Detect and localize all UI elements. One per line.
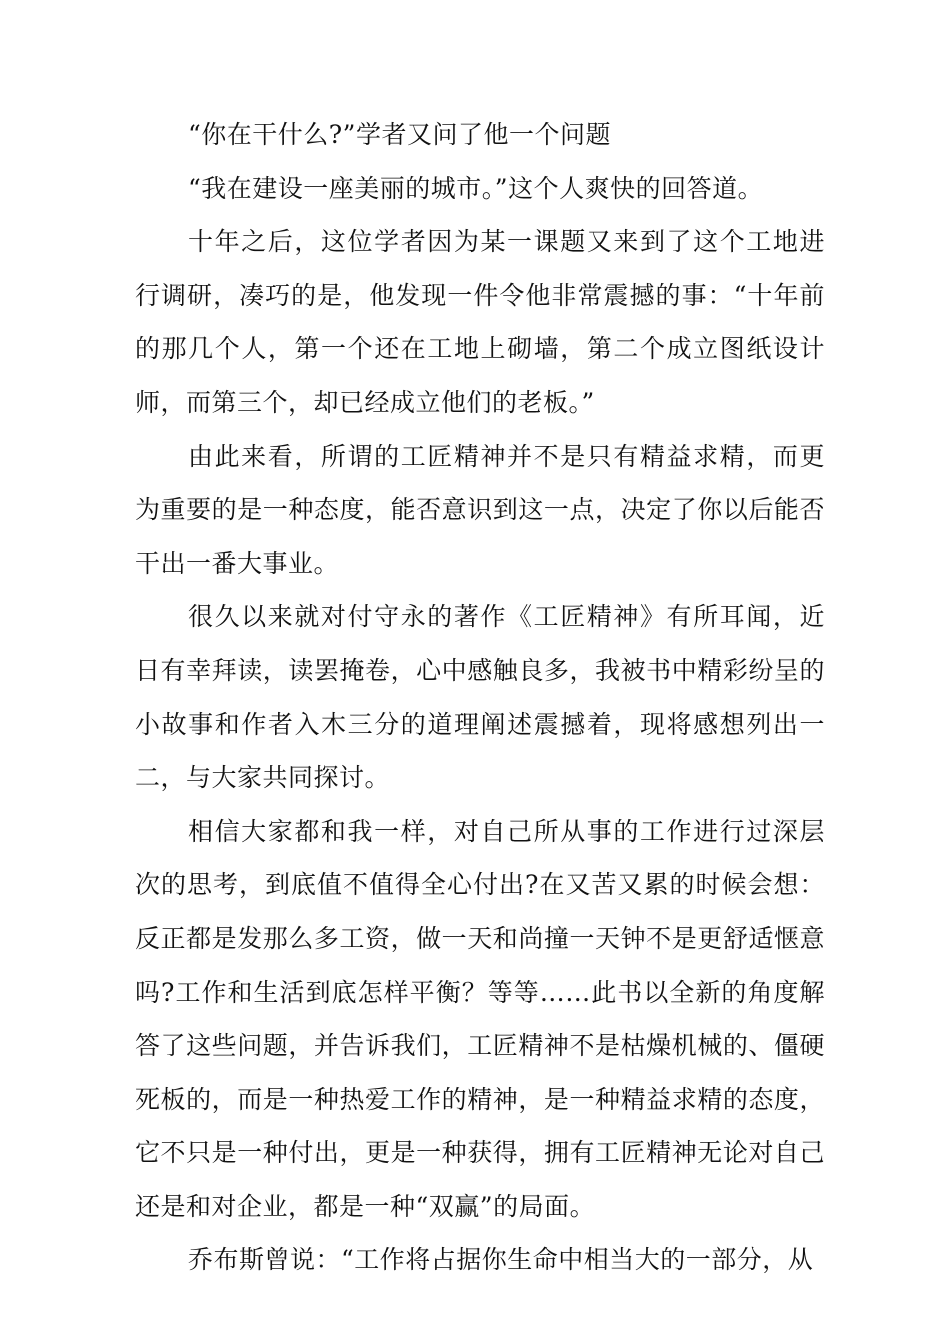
paragraph-book-intro: 很久以来就对付守永的著作《工匠精神》有所耳闻，近日有幸拜读，读罢掩卷，心中感触良多，我被书中精彩纷呈的小故事和作者入木三分的道理阐述震撼着，现将感想列出一二，与大家共同探讨。 xyxy=(135,602,825,793)
paragraph-question: “你在干什么?”学者又问了他一个问题 xyxy=(188,120,611,149)
document-body xyxy=(135,108,825,1287)
paragraph-ten-years-later: 十年之后，这位学者因为某一课题又来到了这个工地进行调研，凑巧的是，他发现一件令他非常震撼的事：“十年前的那几个人，第一个还在工地上砌墙，第二个成立图纸设计师，而第三个，却已经成立他们的老板。” xyxy=(135,227,825,417)
paragraph-conclusion: 由此来看，所谓的工匠精神并不是只有精益求精，而更为重要的是一种态度，能否意识到这一点，决定了你以后能否干出一番大事业。 xyxy=(135,441,825,578)
paragraph-jobs-quote: 乔布斯曾说：“工作将占据你生命中相当大的一部分，从 xyxy=(188,1245,814,1275)
paragraph-reflection: 相信大家都和我一样，对自己所从事的工作进行过深层次的思考，到底值不值得全心付出?在又苦又累的时候会想：反正都是发那么多工资，做一天和尚撞一天钟不是更舒适惬意吗?工作和生活到底怎样平衡？等等……此书以全新的角度解答了这些问题，并告诉我们，工匠精神不是枯燥机械的、僵硬死板的，而是一种热爱工作的精神，是一种精益求精的态度，它不只是一种付出，更是一种获得，拥有工匠精神无论对自己还是和对企业，都是一种“双赢”的局面。 xyxy=(135,816,825,1221)
paragraph-answer: “我在建设一座美丽的城市。”这个人爽快的回答道。 xyxy=(188,173,764,203)
